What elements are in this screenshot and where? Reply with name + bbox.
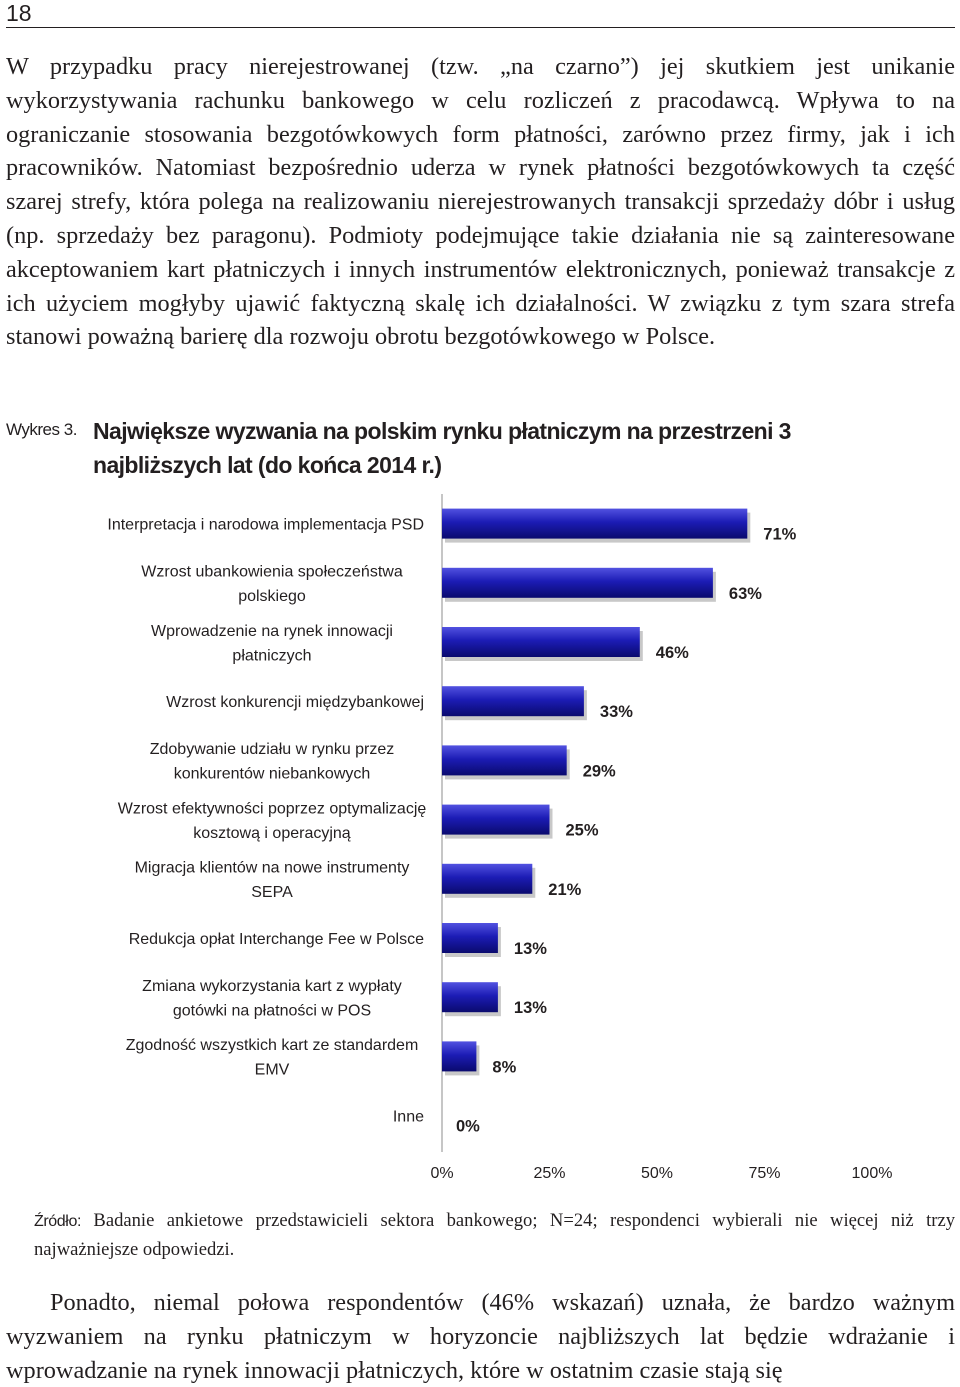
bar (442, 923, 498, 953)
bar (442, 509, 747, 539)
category-label: kosztową i operacyjną (193, 824, 351, 842)
category-label: płatniczych (232, 647, 312, 665)
x-tick-label: 50% (640, 1165, 674, 1182)
x-tick-label: 0% (430, 1165, 454, 1182)
bar (442, 1041, 476, 1071)
source-text: Badanie ankietowe przedstawicieli sektora bankowego; N=24; respondenci wybierali nie więcej niż trzy najważniejsze odpowiedzi. (34, 1210, 955, 1260)
source-label: Źródło: (34, 1213, 81, 1230)
category-label: Zgodność wszystkich kart ze standardem (125, 1037, 419, 1055)
category-label: Wzrost ubankowienia społeczeństwa (141, 563, 403, 581)
data-label: 63% (728, 584, 762, 603)
bar (442, 982, 498, 1012)
data-label: 21% (548, 880, 582, 899)
page-number: 18 (6, 0, 32, 26)
header-rule (6, 27, 955, 28)
bar (442, 745, 567, 775)
bar (442, 568, 713, 598)
category-label: Wzrost efektywności poprzez optymalizację (117, 800, 427, 818)
category-label: Wprowadzenie na rynek innowacji (151, 622, 393, 640)
figure-title: Największe wyzwania na polskim rynku płatniczym na przestrzeni 3 najbliższych lat (do końca 2014 r.) (93, 418, 791, 478)
source-note (34, 1207, 955, 1264)
data-label: 29% (582, 762, 616, 781)
category-label: polskiego (238, 588, 306, 606)
category-label: Wzrost konkurencji międzybankowej (166, 694, 424, 712)
x-tick-label: 100% (851, 1165, 893, 1182)
intro-paragraph: W przypadku pracy nierejestrowanej (tzw. „na czarno”) jej skutkiem jest unikanie wykorzystywania rachunku bankowego w celu rozliczeń z pracodawcą. Wpływa to na ograniczanie stosowania bezgotówkowych form płatności, zarówno przez firmy, jak i ich pracowników. Natomiast bezpośrednio uderza w rynek płatności bezgotówkowych ta część szarej strefy, która polega na realizowaniu nierejestrowanych transakcji sprzedaży dóbr i usług (np. sprzedaży bez paragonu). Podmioty podejmujące takie działania nie są zainteresowane akceptowaniem kart płatniczych i innych instrumentów elektronicznych, ponieważ transakcje z ich użyciem mogłyby ujawić faktyczną skalę ich działalności. W związku z tym szara strefa stanowi poważną barierę dla rozwoju obrotu bezgotówkowego w Polsce. (6, 53, 955, 351)
category-label: SEPA (251, 884, 293, 902)
data-label: 25% (565, 821, 599, 840)
data-label: 33% (599, 703, 633, 722)
data-label: 13% (513, 940, 547, 958)
bar (442, 627, 640, 657)
bar (442, 805, 550, 835)
category-label: konkurentów niebankowych (173, 765, 371, 783)
x-tick-label: 25% (533, 1165, 566, 1182)
data-label: 13% (513, 999, 547, 1018)
category-label: Migracja klientów na nowe instrumenty (134, 859, 410, 877)
bar (442, 864, 532, 894)
category-label: Redukcja opłat Interchange Fee w Polsce (128, 931, 424, 948)
outro-paragraph: Ponadto, niemal połowa respondentów (46% wskazań) uznała, że bardzo ważnym wyzwaniem na rynku płatniczym w horyzoncie najbliższych lat będzie wdrażanie i wprowadzanie na rynek innowacji płatniczych, które w ostatnim czasie stają się (6, 1289, 955, 1384)
category-label: Zmiana wykorzystania kart z wypłaty (142, 977, 402, 995)
bar (442, 686, 584, 716)
category-label: Interpretacja i narodowa implementacja PSD (107, 516, 424, 534)
data-label: 71% (763, 525, 797, 544)
bar-chart (0, 480, 960, 1190)
category-label: EMV (254, 1061, 290, 1079)
category-label: Inne (392, 1108, 424, 1126)
figure-label: Wykres 3. (6, 420, 77, 439)
x-tick-label: 75% (748, 1165, 781, 1182)
data-label: 8% (492, 1058, 517, 1077)
data-label: 46% (655, 644, 689, 662)
data-label: 0% (456, 1117, 480, 1136)
category-label: gotówki na płatności w POS (172, 1002, 372, 1020)
category-label: Zdobywanie udziału w rynku przez (149, 741, 395, 759)
